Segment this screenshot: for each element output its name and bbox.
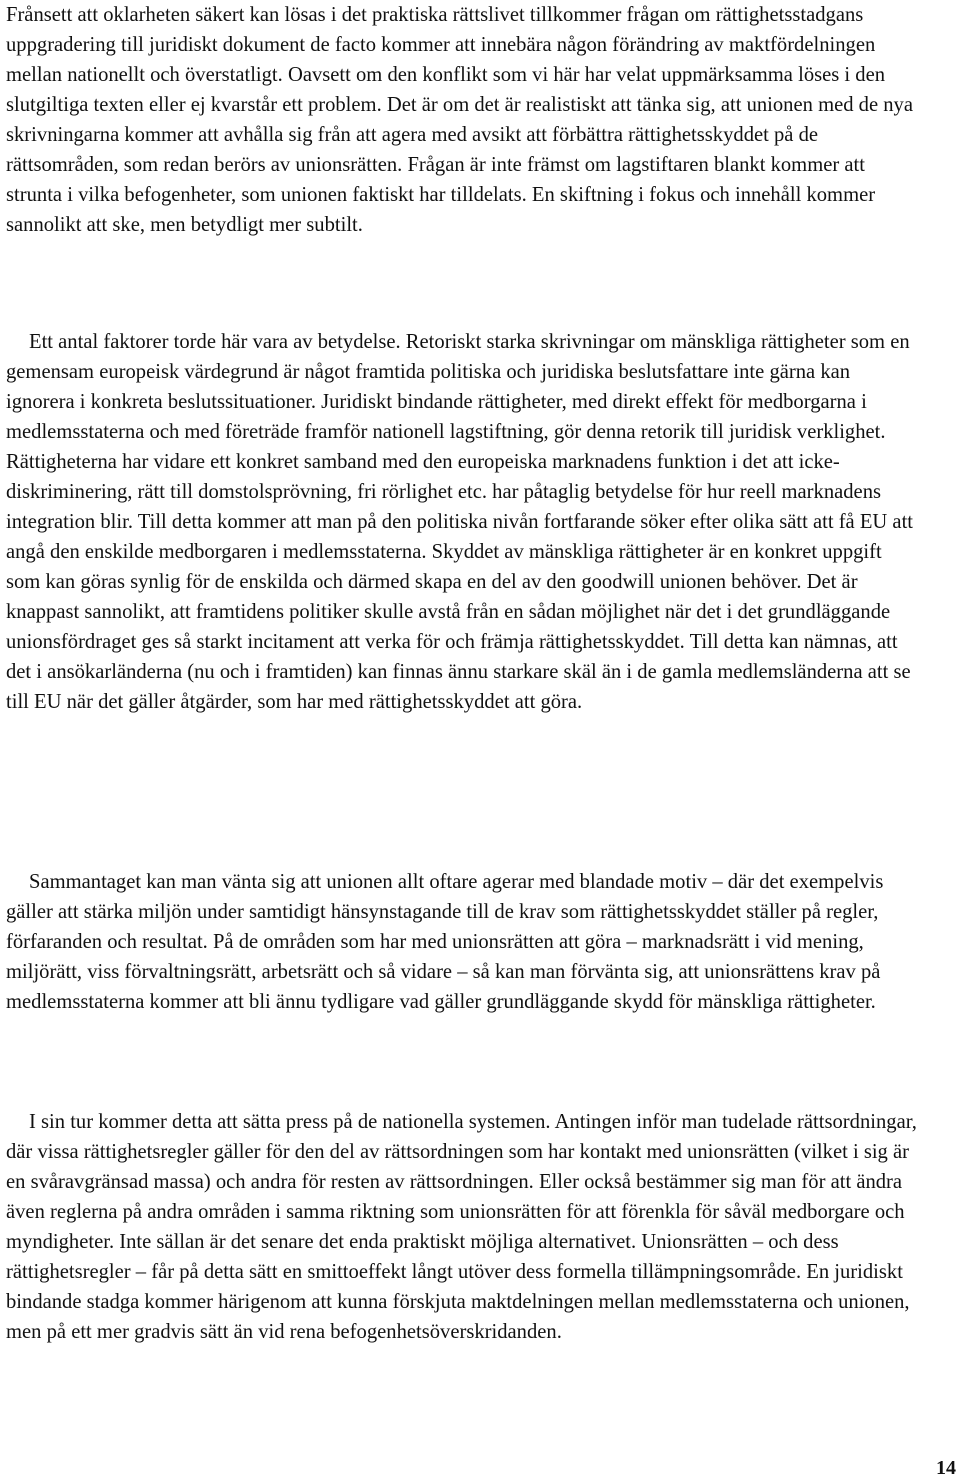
paragraph-3: Sammantaget kan man vänta sig att unionen allt oftare agerar med blandade motiv – där det exempelvis gäller att stärka miljön under samtidigt hänsynstagande till de krav som rättighetsskyddet ställer på regler, förfaranden och resultat. På de områden som har med unionsrätten att göra – marknadsrätt i vid mening, miljörätt, viss förvaltningsrätt, arbetsrätt och så vidare – så kan man förvänta sig, att unionsrättens krav på medlemsstaterna kommer att bli ännu tydligare vad gäller grundläggande skydd för mänskliga rättigheter. (6, 871, 884, 1013)
page-number: 14 (936, 1457, 956, 1479)
paragraph-2: Ett antal faktorer torde här vara av betydelse. Retoriskt starka skrivningar om mänskliga rättigheter som en gemensam europeisk värdegrund är något framtida politiska och juridiska beslutsfattare inte gärna kan ignorera i konkreta beslutssituationer. Juridiskt bindande rättigheter, med direkt effekt för medborgarna i medlemsstaterna och med företräde framför nationell lagstiftning, gör denna retorik till juridisk verklighet. Rättigheterna har vidare ett konkret samband med den europeiska marknadens funktion i det att icke-diskriminering, rätt till domstolsprövning, fri rörlighet etc. har påtaglig betydelse för hur reell marknadens integration blir. Till detta kommer att man på den politiska nivån fortfarande söker efter olika sätt att få EU att angå den enskilde medborgaren i medlemsstaterna. Skyddet av mänskliga rättigheter är en konkret uppgift som kan göras synlig för de enskilda och därmed skapa en del av den goodwill unionen behöver. Det är knappast sannolikt, att framtidens politiker skulle avstå från en sådan möjlighet när det i det grundläggande unionsfördraget ges så starkt incitament att verka för och främja rättighetsskyddet. Till detta kan nämnas, att det i ansökarländerna (nu och i framtiden) kan finnas ännu starkare skäl än i de gamla medlemsländerna att se till EU när det gäller åtgärder, som har med rättighetsskyddet att göra. (6, 331, 914, 713)
paragraph-1: Frånsett att oklarheten säkert kan lösas i det praktiska rättslivet tillkommer frågan om rättighetsstadgans uppgradering till juridiskt dokument de facto kommer att innebära någon förändring av maktfördelningen mellan nationellt och överstatligt. Oavsett om den konflikt som vi här har velat uppmärksamma löses i den slutgiltiga texten eller ej kvarstår ett problem. Det är om det är realistiskt att tänka sig, att unionen med de nya skrivningarna kommer att avhålla sig från att agera med avsikt att förbättra rättighetsskyddet på de rättsområden, som redan berörs av unionsrätten. Frågan är inte främst om lagstiftaren blankt kommer att strunta i vilka befogenheter, som unionen faktiskt har tilldelats. En skiftning i fokus och innehåll kommer sannolikt att ske, men betydligt mer subtilt. (6, 4, 913, 236)
document-page (6, 0, 922, 1482)
paragraph-4: I sin tur kommer detta att sätta press på de nationella systemen. Antingen inför man tudelade rättsordningar, där vissa rättighetsregler gäller för den del av rättsordningen som har kontakt med unionsrätten (vilket i sig är en svåravgränsad massa) och andra för resten av rättsordningen. Eller också bestämmer sig man för att ändra även reglerna på andra områden i samma riktning som unionsrätten för att förenkla för såväl medborgare och myndigheter. Inte sällan är det senare det enda praktiskt möjliga alternativet. Unionsrätten – och dess rättighetsregler – får på detta sätt en smittoeffekt långt utöver dess formella tillämpningsområde. En juridiskt bindande stadga kommer härigenom att kunna förskjuta maktdelningen mellan medlemsstaterna och unionen, men på ett mer gradvis sätt än vid rena befogenhetsöverskridanden. (6, 1111, 917, 1343)
